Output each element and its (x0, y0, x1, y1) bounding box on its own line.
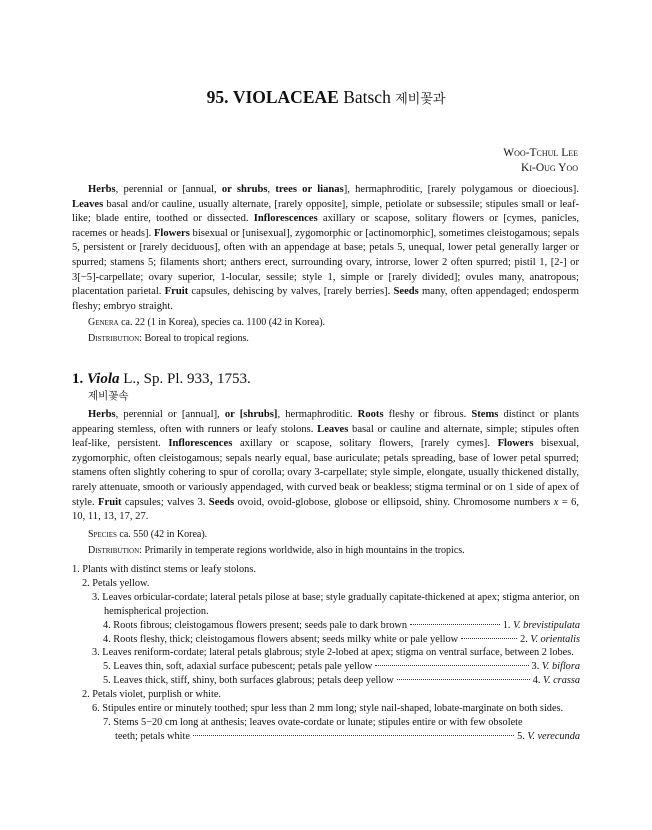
genus-desc-term: Roots (357, 409, 384, 420)
genera-label: Genera (88, 317, 119, 328)
genus-desc-term: Inflorescences (168, 438, 233, 450)
identification-key (72, 563, 580, 744)
key-lead-text: 3. Leaves reniform-cordate; lateral petals glabrous; style 2-lobed at apex; stigma on ventral surface, between 2 lobes. (92, 647, 574, 659)
key-couplet (92, 646, 580, 660)
genus-desc-text: distinct or plants appearing stemless, often with runners or leafy stolons. (72, 409, 580, 435)
key-lead-text: 1. Plants with distinct stems or leafy stolons. (72, 564, 256, 575)
genus-citation: L., Sp. Pl. 933, 1753. (119, 371, 251, 387)
family-distribution-text: : Boreal to tropical regions. (139, 332, 249, 344)
dot-leader (397, 679, 530, 680)
key-result-number: 5. (517, 730, 528, 742)
key-result-number: 1. (502, 619, 514, 631)
family-desc-text: , (267, 184, 276, 195)
key-lead-text: teeth; petals white (115, 730, 190, 742)
genus-desc-text: , hermaphroditic. (277, 409, 358, 420)
dot-leader (410, 624, 500, 625)
family-desc-term: Fruit (164, 286, 189, 298)
dot-leader (193, 735, 514, 736)
key-result (520, 633, 580, 647)
key-result (503, 619, 580, 633)
author-1: Woo-Tchul Lee (503, 147, 578, 159)
key-lead-text: 4. Roots fleshy, thick; cleistogamous flowers absent; seeds milky white or pale yellow (103, 633, 459, 645)
key-lead-text: 6. Stipules entire or minutely toothed; spur less than 2 mm long; style nail-shaped, lobate-marginate on both sides. (92, 703, 564, 715)
genus-desc-term: Flowers (497, 438, 534, 450)
family-desc-term: Herbs (88, 184, 116, 195)
family-desc-term: Flowers (153, 227, 190, 239)
family-desc-text: many, often appendaged; endosperm fleshy; embryo straight. (72, 286, 579, 312)
key-result-number: 4. (532, 675, 543, 687)
key-couplet (103, 674, 580, 688)
family-meta (88, 315, 579, 346)
family-desc-term: Inflorescences (253, 213, 318, 225)
genus-distribution-line (88, 543, 579, 559)
key-result-taxon: V. brevistipulata (513, 619, 580, 631)
key-result-number: 2. (520, 633, 531, 645)
genus-desc-text: capsules; valves 3. (121, 496, 209, 508)
family-authority: Batsch (343, 87, 391, 107)
family-desc-term: Leaves (72, 198, 104, 210)
family-number: 95. (206, 87, 229, 107)
key-couplet (103, 633, 580, 647)
family-desc-text: basal and/or cauline, usually alternate, [rarely opposite], simple, petiolate or subsessile; stipules small or leaf-like; blade entire, toothed or dissected. (72, 198, 579, 225)
key-lead-text: 2. Petals violet, purplish or white. (82, 689, 221, 701)
authors (503, 146, 578, 176)
key-result-taxon: V. verecunda (527, 730, 580, 742)
family-desc-term: or shrubs (221, 184, 268, 195)
key-lead-text: 7. Stems 5−20 cm long at anthesis; leaves ovate-cordate or lunate; stipules entire or with few obsolete (103, 716, 523, 728)
key-result-taxon: V. biflora (541, 661, 580, 673)
key-lead-text: 5. Leaves thin, soft, adaxial surface pubescent; petals pale yellow (103, 661, 373, 673)
key-lead-text: 4. Roots fibrous; cleistogamous flowers present; seeds pale to dark brown (103, 619, 407, 631)
key-result-number: 3. (531, 661, 542, 673)
species-text: ca. 550 (42 in Korea). (116, 529, 208, 540)
genus-desc-term: Herbs (88, 409, 116, 420)
key-couplet (103, 619, 580, 633)
species-line (88, 527, 579, 543)
genus-distribution-text: : Primarily in temperate regions worldwide, also in high mountains in the tropics. (139, 544, 465, 556)
genus-desc-text: , perennial or [annual], (115, 409, 225, 420)
genus-desc-term: Stems (471, 409, 499, 420)
key-lead-text: 5. Leaves thick, stiff, shiny, both surfaces glabrous; petals deep yellow (103, 675, 394, 687)
genus-meta (88, 527, 579, 558)
genus-desc-text: ovoid, ovoid-globose, globose or ellipsoid, shiny. Chromosome numbers (234, 496, 554, 508)
family-desc-text: capsules, dehiscing by valves, [rarely berries]. (188, 286, 394, 298)
key-couplet (92, 702, 580, 716)
genus-desc-text: basal or cauline and alternate, simple; stipules often leaf-like, persistent. (72, 423, 579, 450)
genus-number: 1. (72, 371, 84, 387)
genus-desc-text: fleshy or fibrous. (383, 409, 472, 420)
genus-name: Viola (87, 371, 120, 387)
family-desc-text: bisexual or [unisexual], zygomorphic or [actinomorphic], sometimes cleistogamous; sepals 5, persistent or [rarely deciduous], often with an appendage at base; petals 5, unequal, lower petal generally larger or spurred; stamens 5; filaments short; anthers erect, surrounding ovary, introrse, lower 2 often spurred; pistil 1, [2-] or 3[−5]-carpellate; ovary superior, 1-locular, sessile; style 1, simple or [rarely divided]; ovules many, anatropous; placentation parietal. (72, 227, 580, 298)
genus-heading (72, 370, 251, 389)
genus-desc-term: Fruit (98, 496, 122, 508)
family-korean-name: 제비꽃과 (395, 92, 446, 107)
family-desc-term: trees or lianas (275, 184, 344, 195)
key-result-taxon: V. crassa (543, 675, 580, 687)
species-label: Species (88, 529, 117, 540)
key-couplet (103, 660, 580, 674)
dot-leader (461, 638, 517, 639)
dot-leader (375, 665, 528, 666)
key-couplet (103, 716, 580, 744)
family-title (0, 86, 652, 111)
key-lead-text: 3. Leaves orbicular-cordate; lateral petals pilose at base; style gradually capitate-thickened at apex; stigma anterior, on hemispherical projection. (92, 591, 580, 617)
genus-desc-term: or [shrubs] (224, 409, 278, 420)
author-2: Ki-Oug Yoo (521, 162, 578, 174)
genus-desc-text: = 6, 10, 11, 13, 17, 27. (72, 496, 580, 523)
family-distribution-label: Distribution (88, 332, 140, 344)
key-result-taxon: V. orientalis (530, 633, 580, 645)
genera-line (88, 315, 579, 331)
key-result (532, 660, 580, 674)
key-result (533, 674, 580, 688)
key-couplet (72, 563, 580, 577)
key-couplet (82, 688, 580, 702)
genera-text: ca. 22 (1 in Korea), species ca. 1100 (42 in Korea). (118, 317, 326, 328)
family-description (72, 183, 579, 314)
genus-desc-text: bisexual, zygomorphic, often cleistogamous; sepals nearly equal, base auriculate; petals spreading, base of lower petal spurred; stamens often slightly cohering to spur of corolla; ovary 3-carpellate; style simple, elongate, usually thickened distally, rarely attenuate, smooth or variously appendaged, with curved beak or beakless; stigma terminal or on 1 side of apex of style. (72, 438, 580, 508)
key-lead-text: 2. Petals yellow. (82, 577, 150, 589)
key-result (517, 730, 580, 744)
genus-distribution-label: Distribution (88, 544, 140, 556)
key-couplet (92, 591, 580, 619)
family-desc-text: , perennial or [annual, (115, 184, 222, 195)
family-name: VIOLACEAE (232, 87, 339, 107)
genus-desc-term: Leaves (317, 423, 349, 435)
family-desc-term: Seeds (393, 286, 419, 298)
genus-korean-name: 제비꽃속 (88, 390, 129, 402)
genus-desc-text: x (553, 496, 559, 508)
family-desc-text: ], hermaphroditic, [rarely polygamous or dioecious]. (343, 184, 579, 195)
genus-desc-term: Seeds (208, 496, 235, 508)
family-distribution-line (88, 331, 579, 347)
genus-desc-text: axillary or scapose, solitary flowers, [rarely cymes]. (232, 438, 498, 450)
genus-description (72, 408, 579, 525)
family-desc-text: axillary or scapose, solitary flowers or [cymes, panicles, racemes or heads]. (72, 213, 579, 239)
key-couplet (82, 577, 580, 591)
